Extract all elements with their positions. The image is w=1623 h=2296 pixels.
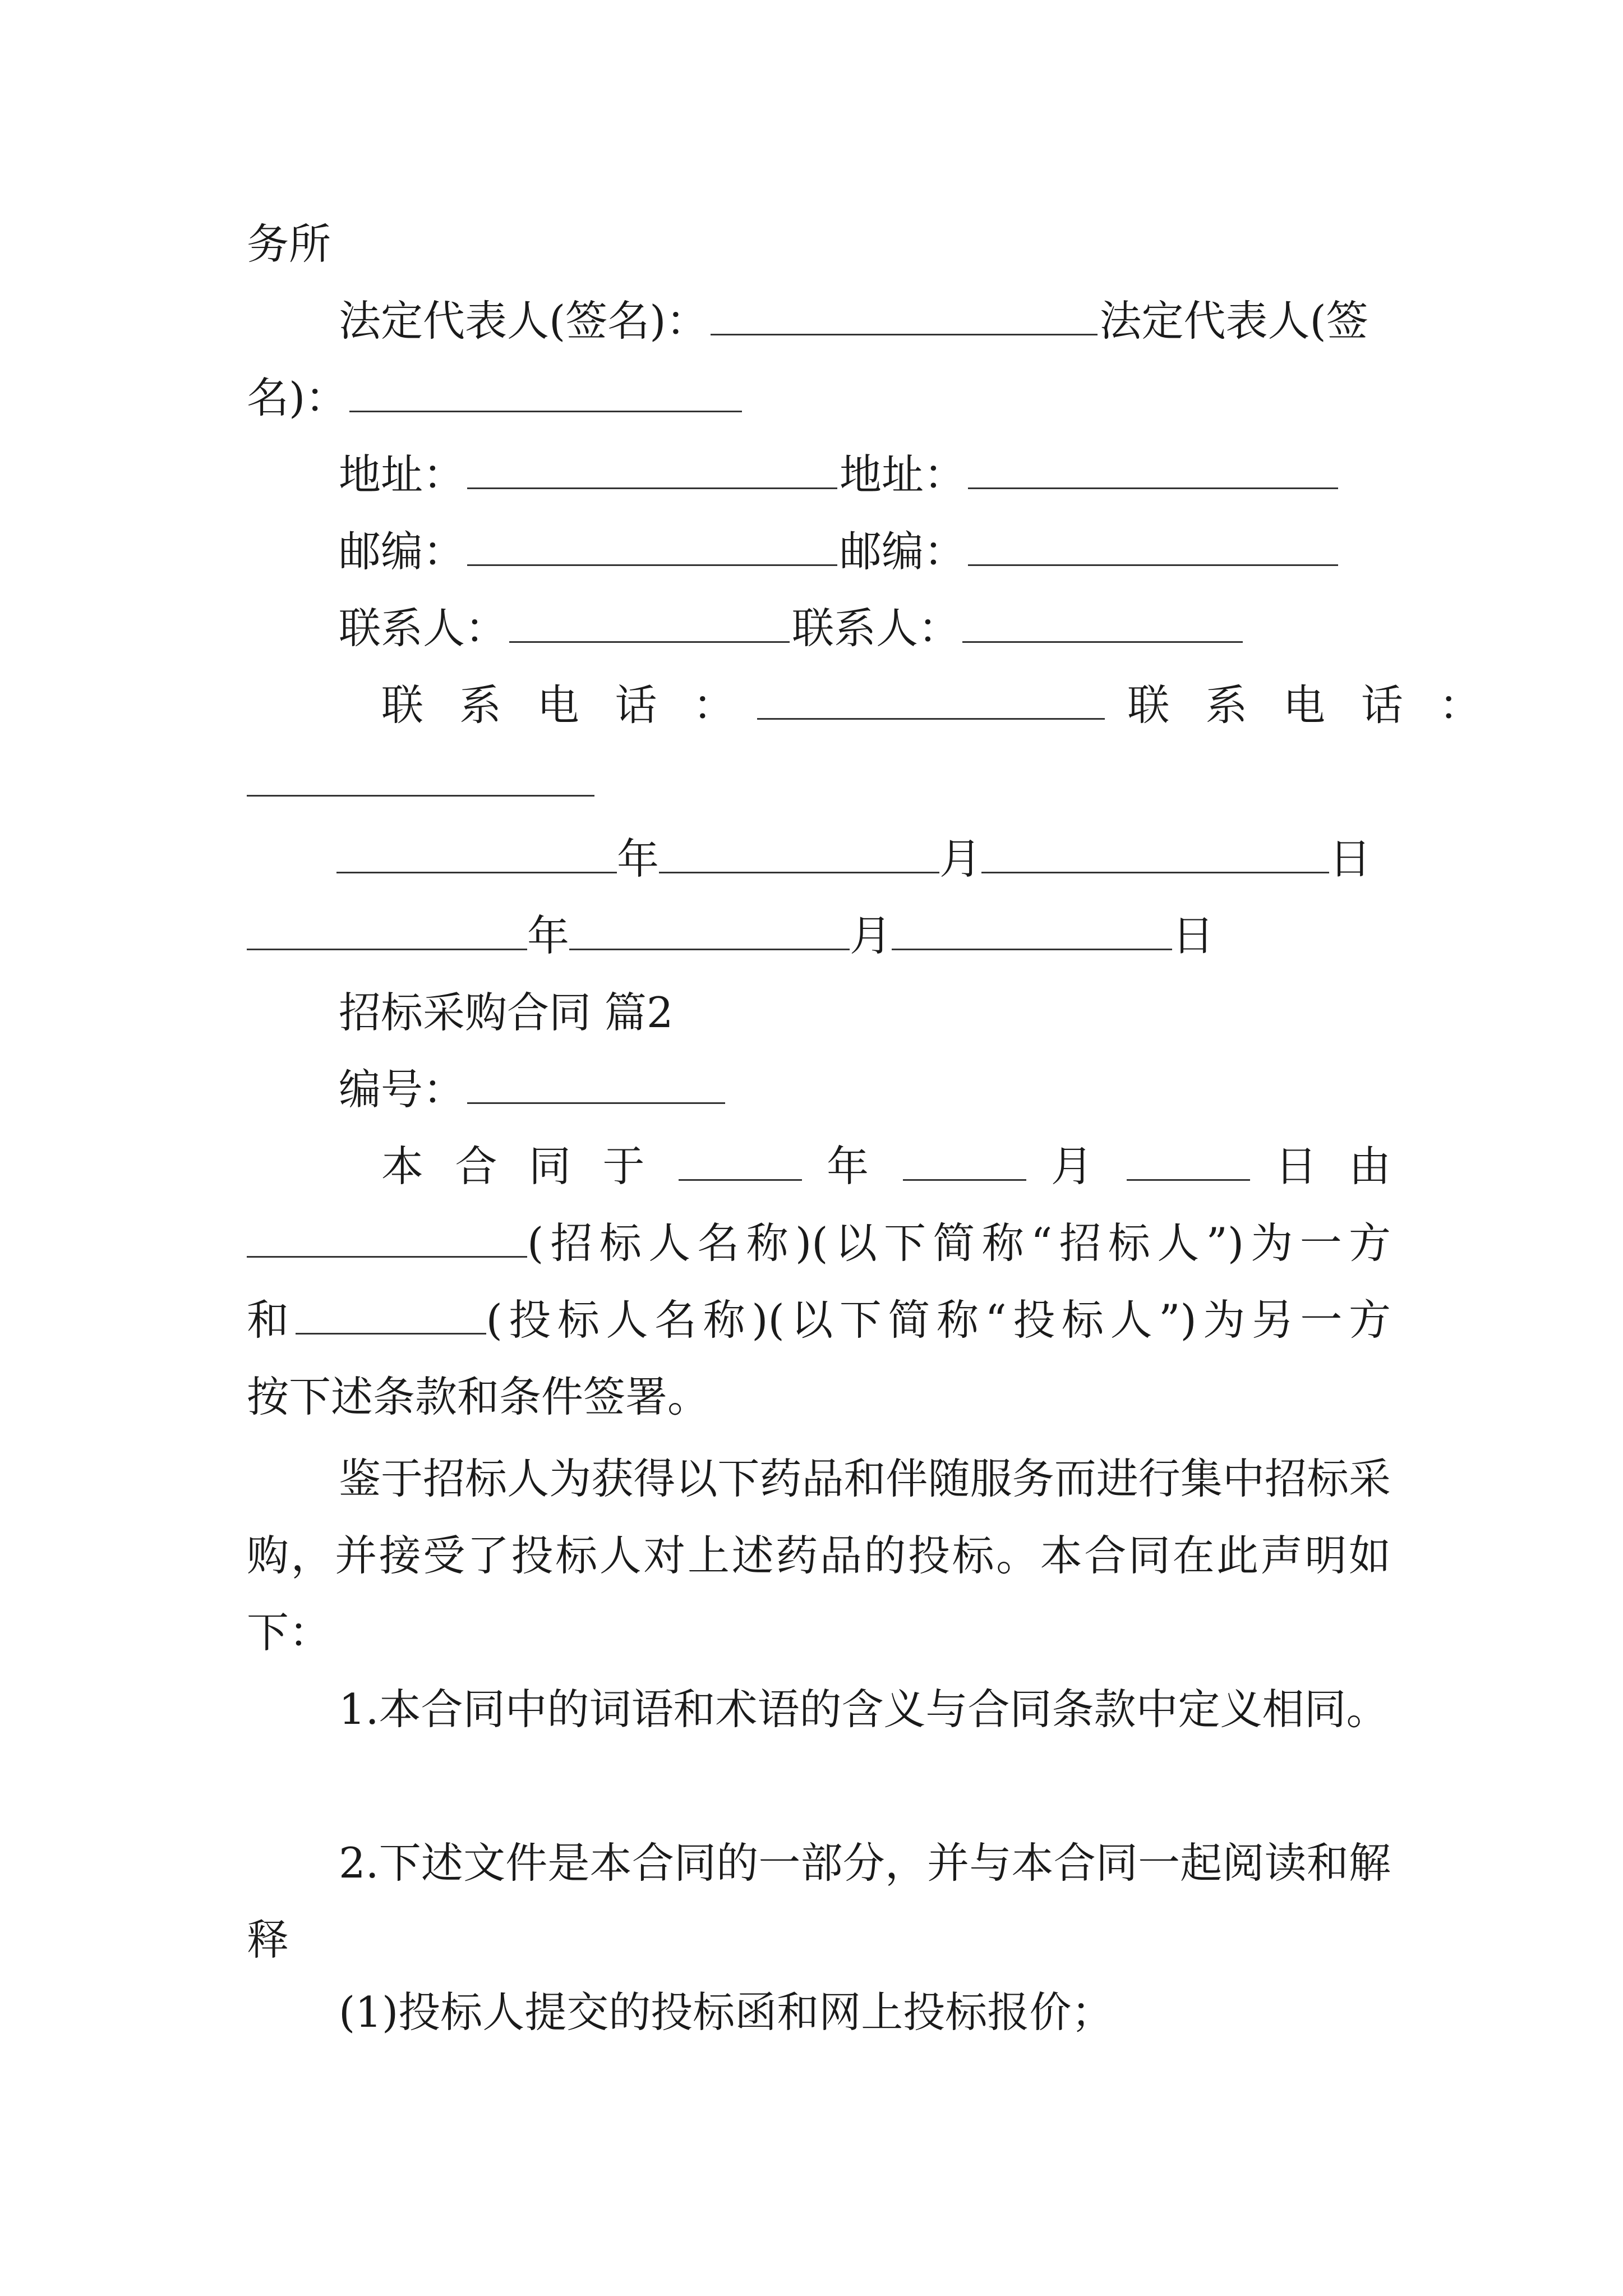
contact-label-b: 联系人： (792, 604, 961, 653)
day-blank-a (981, 838, 1329, 873)
address-blank-a (467, 454, 837, 489)
zip-blank-a (467, 531, 837, 566)
list-item-2: 2.下述文件是本合同的一部分，并与本合同一起阅读和解释 (247, 1838, 1391, 1964)
zip-blank-b (968, 531, 1338, 566)
list-item-1: 1.本合同中的词语和术语的含义与合同条款中定义相同。 (339, 1685, 1389, 1734)
year-blank-b (247, 915, 527, 950)
day-label-a: 日 (1329, 834, 1372, 884)
phone-blank-a (757, 684, 1105, 720)
date-line-b (247, 911, 1215, 960)
intro-text-3b: (投标人名称)(以下简称“投标人”)为另一方 (486, 1295, 1391, 1345)
intro-month-label: 月 (1050, 1142, 1103, 1191)
zip-label-a: 邮编： (339, 527, 465, 576)
day-label-b: 日 (1172, 911, 1215, 960)
contract-number-line (339, 1065, 727, 1114)
phone-label-b: 联 系 电 话 ： (1127, 680, 1481, 730)
year-label-a: 年 (617, 834, 660, 884)
intro-year-label: 年 (827, 1142, 878, 1191)
legal-rep-label-a: 法定代表人(签名)： (339, 296, 708, 346)
list-item-2-1: (1)投标人提交的投标函和网上投标报价； (339, 1987, 1114, 2037)
month-label-b: 月 (850, 911, 892, 960)
contact-blank-a (509, 608, 790, 643)
contract-number-blank (467, 1069, 725, 1104)
zip-line (339, 527, 1340, 576)
date-line-a (336, 834, 1372, 884)
intro-year-blank (679, 1145, 802, 1181)
intro-day-label: 日 由 (1275, 1142, 1391, 1191)
intro-line-4: 按下述条款和条件签署。 (247, 1372, 710, 1421)
address-blank-b (968, 454, 1338, 489)
phone-line-cont (247, 761, 594, 803)
year-blank-a (336, 838, 617, 873)
zip-label-b: 邮编： (840, 527, 966, 576)
intro-line-2 (247, 1218, 1391, 1268)
month-blank-a (659, 838, 939, 873)
legal-rep-label-b: 法定代表人(签 (1099, 296, 1368, 346)
signature-blank-a (711, 300, 1098, 335)
month-blank-b (569, 915, 850, 950)
contact-label-a: 联系人： (339, 604, 508, 653)
intro-day-blank (1127, 1145, 1250, 1181)
year-label-b: 年 (527, 911, 570, 960)
address-line (339, 450, 1340, 499)
intro-month-blank (903, 1145, 1026, 1181)
paragraph-whereas: 鉴于招标人为获得以下药品和伴随服务而进行集中招标采购，并接受了投标人对上述药品的投标。本合同在此声明如下： (247, 1454, 1391, 1657)
intro-text-2: (招标人名称)(以下简称“招标人”)为一方 (527, 1218, 1391, 1268)
contact-blank-b (962, 608, 1243, 643)
bidder-name-blank (296, 1299, 486, 1335)
contract-number-label: 编号： (339, 1065, 465, 1114)
tenderer-name-blank (247, 1222, 527, 1258)
legal-rep-line (339, 296, 1368, 346)
phone-line (381, 680, 1481, 730)
month-label-a: 月 (939, 834, 982, 884)
day-blank-b (892, 915, 1172, 950)
intro-line-3 (247, 1295, 1391, 1345)
address-label-b: 地址： (840, 450, 966, 499)
legal-rep-line-cont (247, 373, 744, 422)
intro-text-3a: 和 (247, 1295, 296, 1345)
text-line-office: 务所 (247, 219, 331, 269)
intro-line-1 (381, 1142, 1391, 1191)
section-title: 招标采购合同 篇2 (339, 988, 674, 1037)
signature-blank-b (349, 377, 742, 412)
phone-label-a: 联 系 电 话 ： (381, 680, 735, 730)
intro-text-1: 本 合 同 于 (381, 1142, 654, 1191)
contact-line (339, 604, 1245, 653)
phone-blank-b (247, 761, 594, 797)
address-label-a: 地址： (339, 450, 465, 499)
legal-rep-label-b-cont: 名)： (247, 373, 348, 422)
